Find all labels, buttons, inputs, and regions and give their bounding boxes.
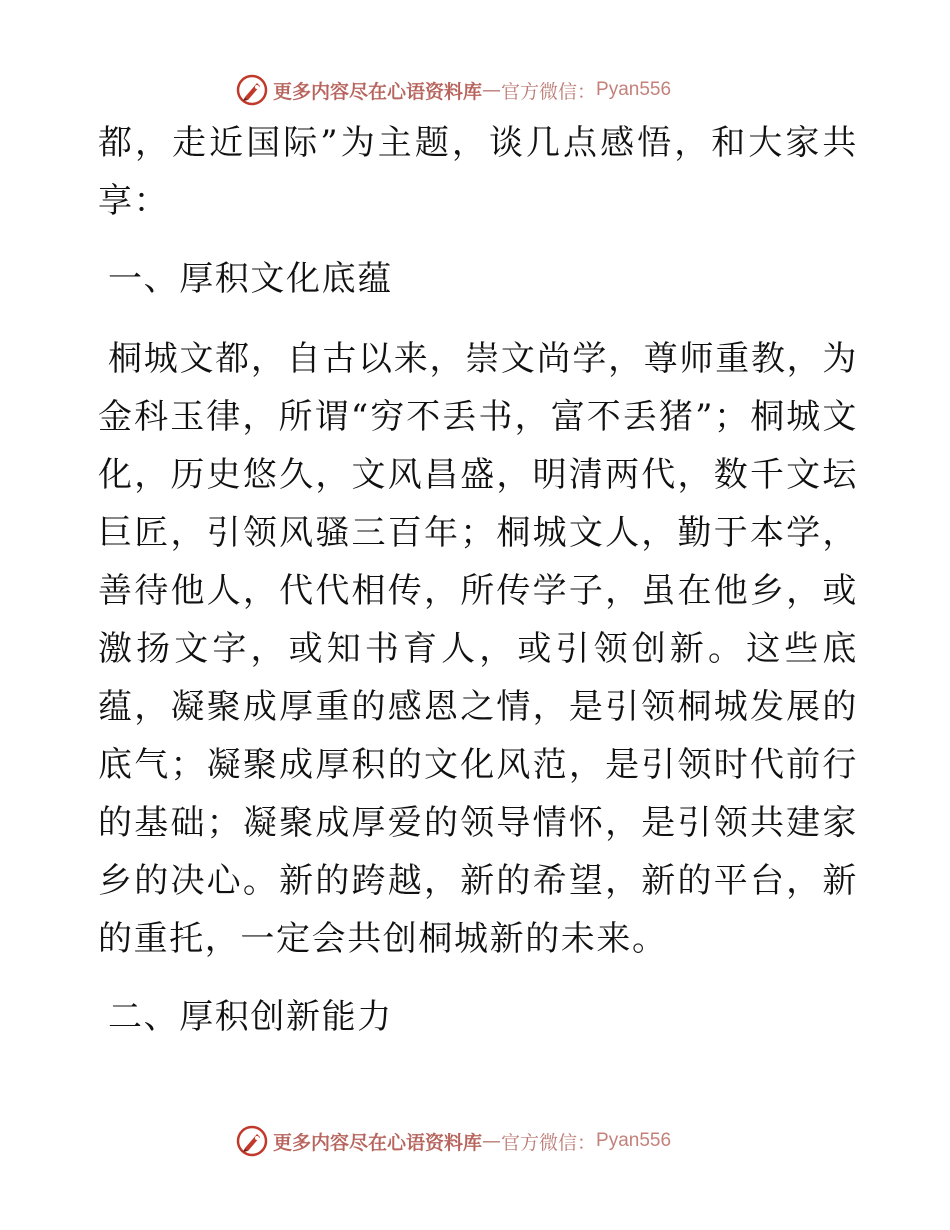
- pen-logo-icon: [235, 73, 269, 107]
- pen-logo-icon: [235, 1124, 269, 1158]
- section-paragraph-1: 桐城文都，自古以来，崇文尚学，尊师重教，为金科玉律，所谓“穷不丢书，富不丢猪”；桐城文化，历史悠久，文风昌盛，明清两代，数千文坛巨匠，引领风骚三百年；桐城文人，勤于本学，善待他人，代代相传，所传学子，虽在他乡，或激扬文字，或知书育人，或引领创新。这些底蕴，凝聚成厚重的感恩之情，是引领桐城发展的底气；凝聚成厚积的文化风范，是引领时代前行的基础；凝聚成厚爱的领导情怀，是引领共建家乡的决心。新的跨越，新的希望，新的平台，新的重托，一定会共创桐城新的未来。: [98, 339, 858, 959]
- watermark-dash: —: [482, 79, 502, 101]
- watermark-wechat-id: Pyan556: [596, 79, 672, 100]
- section-heading-2: 二、厚积创新能力: [108, 997, 393, 1037]
- watermark-dash: —: [482, 1130, 502, 1152]
- watermark-title: 更多内容尽在心语资料库: [273, 80, 483, 103]
- watermark-wechat-label: 官方微信：: [501, 1131, 597, 1154]
- footer-watermark: [235, 1124, 671, 1158]
- header-watermark: [235, 73, 671, 107]
- watermark-wechat-label: 官方微信：: [501, 80, 597, 103]
- section-heading-1: 一、厚积文化底蕴: [108, 259, 393, 299]
- document-body: [98, 114, 858, 1052]
- intro-paragraph: 都，走近国际”为主题，谈几点感悟，和大家共享：: [98, 123, 858, 221]
- watermark-title: 更多内容尽在心语资料库: [273, 1131, 483, 1154]
- watermark-wechat-id: Pyan556: [596, 1130, 672, 1151]
